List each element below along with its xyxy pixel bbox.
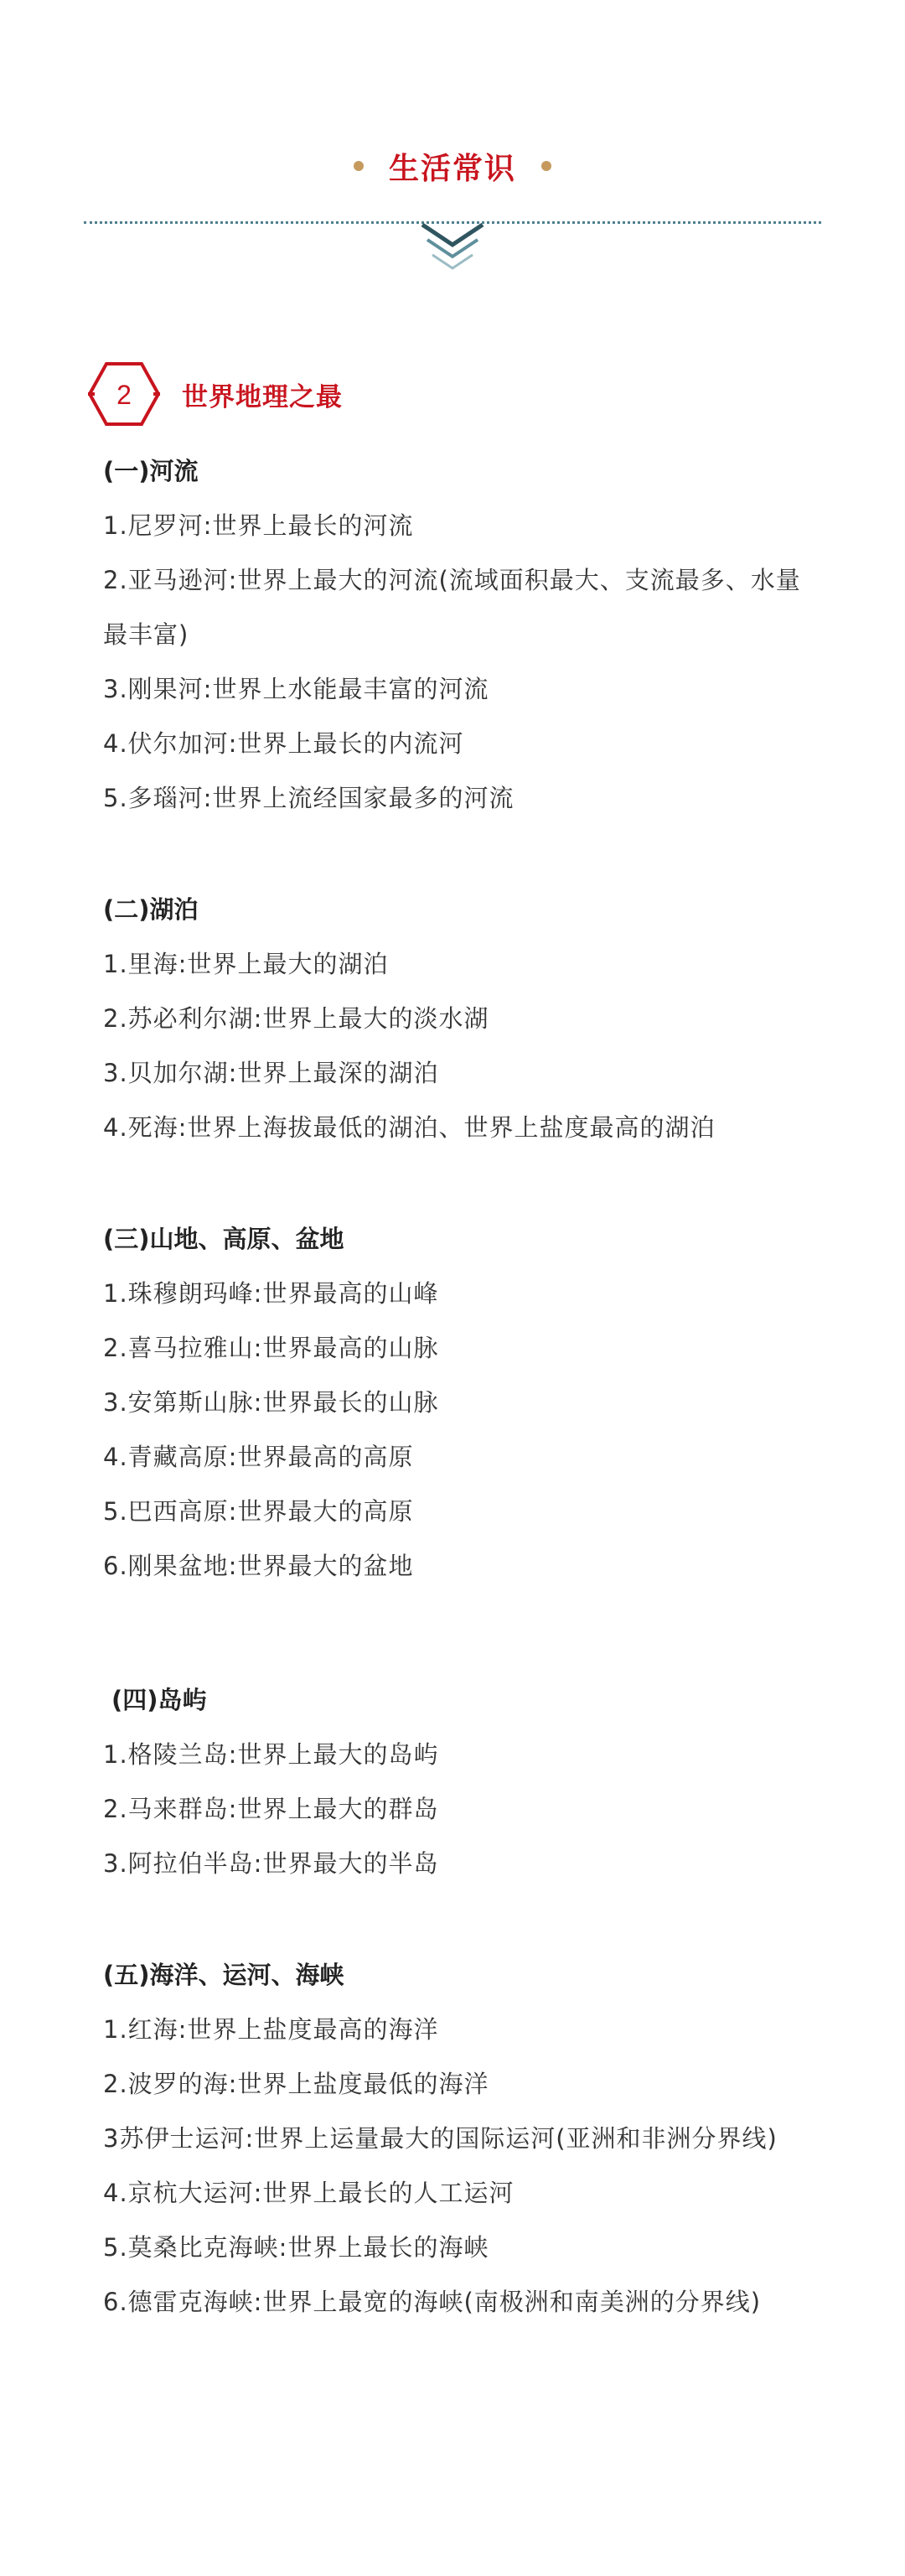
list-item: 4.死海:世界上海拔最低的湖泊、世界上盐度最高的湖泊 xyxy=(103,1113,716,1142)
group-heading: (四)岛屿 xyxy=(111,1686,207,1714)
list-item: 2.亚马逊河:世界上最大的河流(流域面积最大、支流最多、水量最丰富) xyxy=(103,566,801,649)
list-item: 1.尼罗河:世界上最长的河流 xyxy=(103,511,414,540)
list-item: 2.马来群岛:世界上最大的群岛 xyxy=(103,1795,439,1823)
list-item: 1.红海:世界上盐度最高的海洋 xyxy=(103,2015,439,2044)
list-item: 6.德雷克海峡:世界上最宽的海峡(南极洲和南美洲的分界线) xyxy=(103,2288,762,2316)
group-rivers xyxy=(103,444,824,826)
list-item: 3.贝加尔湖:世界上最深的湖泊 xyxy=(103,1059,439,1087)
list-item: 5.莫桑比克海峡:世界上最长的海峡 xyxy=(103,2233,489,2262)
list-item: 3.阿拉伯半岛:世界最大的半岛 xyxy=(103,1849,439,1878)
list-item: 1.珠穆朗玛峰:世界最高的山峰 xyxy=(103,1279,439,1308)
list-item: 4.伏尔加河:世界上最长的内流河 xyxy=(103,729,464,758)
list-item: 2.喜马拉雅山:世界最高的山脉 xyxy=(103,1334,439,1362)
list-item: 6.刚果盆地:世界最大的盆地 xyxy=(103,1552,414,1580)
group-islands xyxy=(103,1673,824,1891)
list-item: 4.青藏高原:世界最高的高原 xyxy=(103,1443,414,1471)
section-title: 世界地理之最 xyxy=(182,381,343,412)
list-item: 2.苏必利尔湖:世界上最大的淡水湖 xyxy=(103,1004,489,1033)
list-item: 3苏伊士运河:世界上运量最大的国际运河(亚洲和非洲分界线) xyxy=(103,2124,778,2153)
group-heading: (五)海洋、运河、海峡 xyxy=(103,1961,344,1989)
list-item: 3.安第斯山脉:世界最长的山脉 xyxy=(103,1388,439,1417)
group-heading: (二)湖泊 xyxy=(103,895,199,924)
list-item: 5.巴西高原:世界最大的高原 xyxy=(103,1497,414,1526)
header-title: 生活常识 xyxy=(388,151,516,186)
chevron-down-icon xyxy=(419,220,486,278)
list-item: 4.京杭大运河:世界上最长的人工运河 xyxy=(103,2179,515,2207)
left-dot-ornament xyxy=(354,161,364,171)
page-header xyxy=(0,141,905,191)
group-seas xyxy=(103,1948,824,2330)
section-number: 2 xyxy=(116,380,132,410)
list-item: 2.波罗的海:世界上盐度最低的海洋 xyxy=(103,2070,489,2098)
right-dot-ornament xyxy=(541,161,551,171)
list-item: 3.刚果河:世界上水能最丰富的河流 xyxy=(103,675,489,703)
hexagon-number-badge xyxy=(88,360,160,428)
list-item: 1.里海:世界上最大的湖泊 xyxy=(103,950,389,978)
section-heading xyxy=(88,360,343,428)
group-mountains xyxy=(103,1212,824,1594)
list-item: 5.多瑙河:世界上流经国家最多的河流 xyxy=(103,784,515,812)
group-lakes xyxy=(103,883,824,1155)
list-item: 1.格陵兰岛:世界上最大的岛屿 xyxy=(103,1740,439,1769)
group-heading: (三)山地、高原、盆地 xyxy=(103,1225,344,1253)
group-heading: (一)河流 xyxy=(103,457,199,485)
article-body xyxy=(103,444,824,2387)
